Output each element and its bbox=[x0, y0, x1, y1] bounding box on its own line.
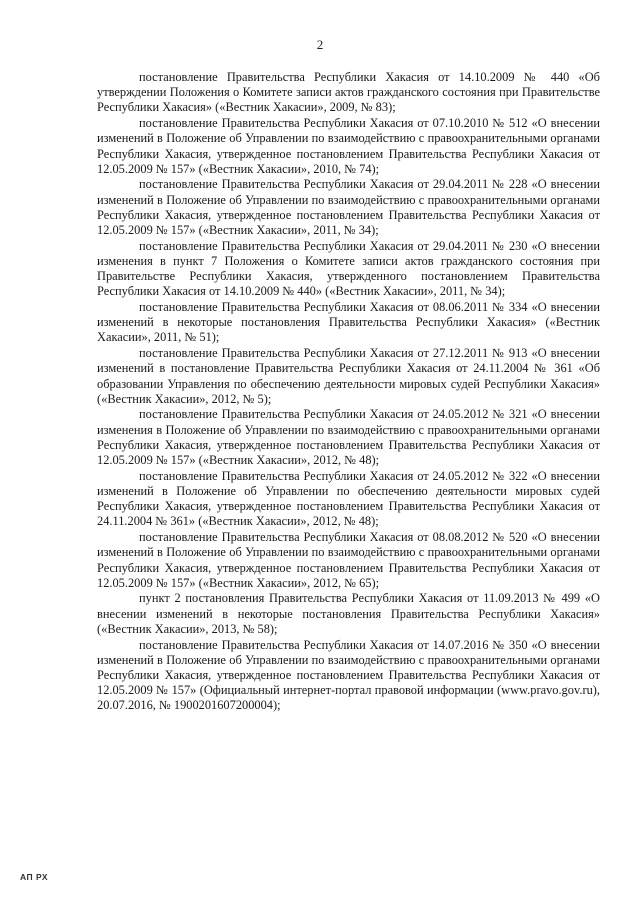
list-item-paragraph: постановление Правительства Республики Хакасия от 29.04.2011 № 228 «О внесении изменений в Положение об Управлении по взаимодействию с правоохранительными органами Республики Хакасия, утвержденное постановлением Правительства Республики Хакасия от 12.05.2009 № 157» («Вестник Хакасии», 2011, № 34); bbox=[97, 177, 600, 238]
list-item-paragraph: постановление Правительства Республики Хакасия от 24.05.2012 № 321 «О внесении изменения в Положение об Управлении по взаимодействию с правоохранительными органами Республики Хакасия, утвержденное постановлением Правительства Республики Хакасия от 12.05.2009 № 157» («Вестник Хакасии», 2012, № 48); bbox=[97, 407, 600, 468]
list-item-paragraph: постановление Правительства Республики Хакасия от 14.07.2016 № 350 «О внесении изменений в Положение об Управлении по взаимодействию с правоохранительными органами Республики Хакасия, утвержденное постановлением Правительства Республики Хакасия от 12.05.2009 № 157» (Официальный интернет-портал правовой информации (www.pravo.gov.ru), 20.07.2016, № 1900201607200004); bbox=[97, 637, 600, 713]
list-item-paragraph: постановление Правительства Республики Хакасия от 08.06.2011 № 334 «О внесении изменений в некоторые постановления Правительства Республики Хакасия» («Вестник Хакасии», 2011, № 51); bbox=[97, 300, 600, 345]
page-number: 2 bbox=[316, 37, 324, 52]
list-item-paragraph: постановление Правительства Республики Хакасия от 08.08.2012 № 520 «О внесении изменений в Положение об Управлении по взаимодействию с правоохранительными органами Республики Хакасия, утвержденное постановлением Правительства Республики Хакасия от 12.05.2009 № 157» («Вестник Хакасии», 2012, № 65); bbox=[97, 530, 600, 590]
document-body bbox=[97, 70, 600, 714]
list-item-paragraph: постановление Правительства Республики Хакасия от 14.10.2009 № 440 «Об утверждении Положения о Комитете записи актов гражданского состояния при Правительстве Республики Хакасия» («Вестник Хакасии», 2009, № 83); bbox=[97, 70, 600, 115]
footer-stamp: АП РХ bbox=[20, 872, 49, 882]
list-item-paragraph: постановление Правительства Республики Хакасия от 29.04.2011 № 230 «О внесении изменения в пункт 7 Положения о Комитете записи актов гражданского состояния при Правительстве Республики Хакасия, утвержденного постановлением Правительства Республики Хакасия от 14.10.2009 № 440» («Вестник Хакасии», 2011, № 34); bbox=[97, 238, 600, 299]
list-item-paragraph: пункт 2 постановления Правительства Республики Хакасия от 11.09.2013 № 499 «О внесении изменений в некоторые постановления Правительства Республики Хакасия» («Вестник Хакасии», 2013, № 58); bbox=[97, 591, 600, 636]
list-item-paragraph: постановление Правительства Республики Хакасия от 24.05.2012 № 322 «О внесении изменений в Положение об Управлении по обеспечению деятельности мировых судей Республики Хакасия, утвержденное постановлением Правительства Республики Хакасия от 24.11.2004 № 361» («Вестник Хакасии», 2012, № 48); bbox=[97, 468, 600, 529]
list-item-paragraph: постановление Правительства Республики Хакасия от 07.10.2010 № 512 «О внесении изменений в Положение об Управлении по взаимодействию с правоохранительными органами Республики Хакасия, утвержденное постановлением Правительства Республики Хакасия от 12.05.2009 № 157» («Вестник Хакасии», 2010, № 74); bbox=[97, 116, 600, 176]
list-item-paragraph: постановление Правительства Республики Хакасия от 27.12.2011 № 913 «О внесении изменений в постановление Правительства Республики Хакасия от 24.11.2004 № 361 «Об образовании Управления по обеспечению деятельности мировых судей Республики Хакасия» («Вестник Хакасии», 2012, № 5); bbox=[97, 346, 600, 406]
